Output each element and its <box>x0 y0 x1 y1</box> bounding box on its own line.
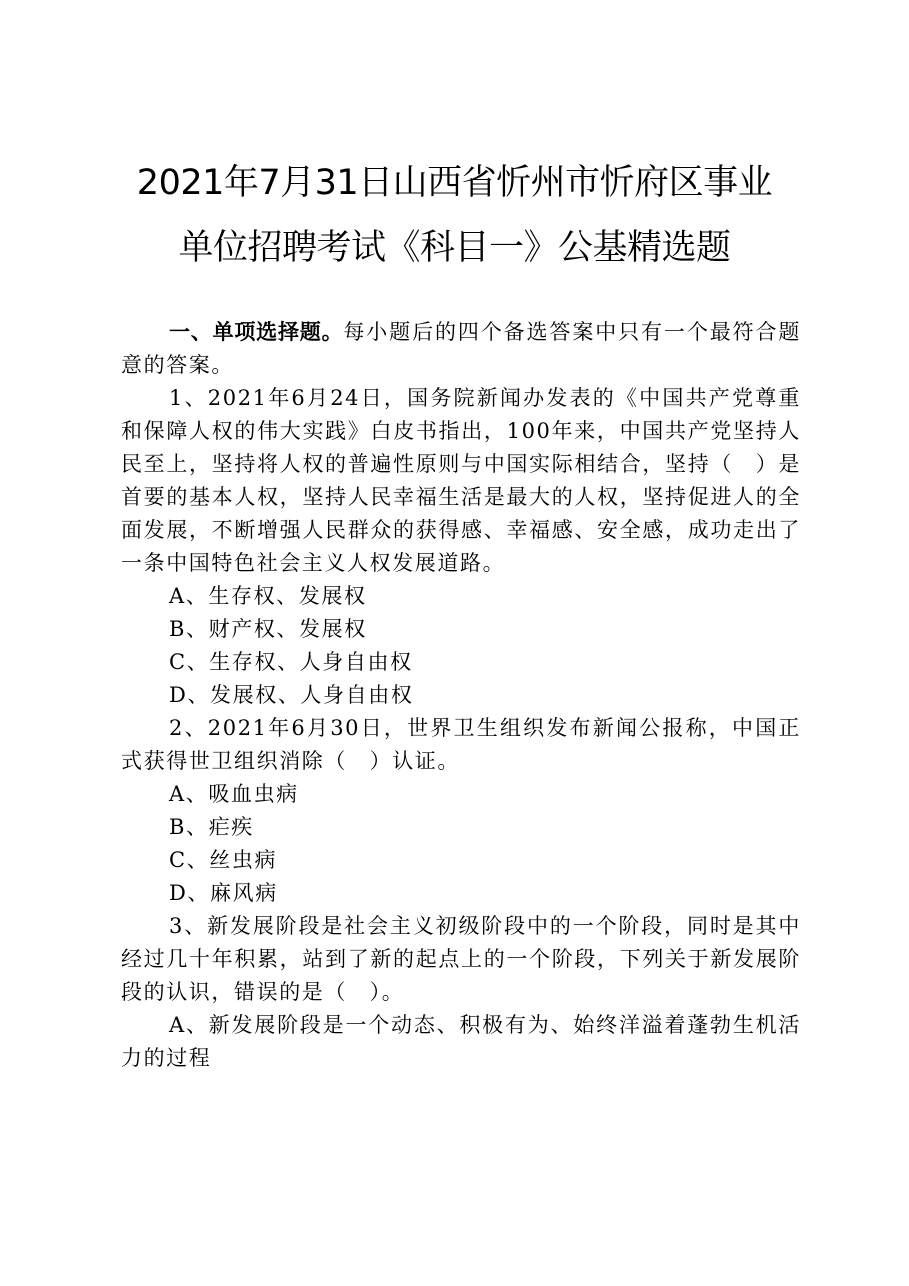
question-option: B、疟疾 <box>169 815 254 839</box>
question-option: D、发展权、人身自由权 <box>169 683 414 707</box>
question-stem: 3、新发展阶段是社会主义初级阶段中的一个阶段，同时是其中经过几十年积累，站到了新的起点上的一个阶段，下列关于新发展阶段的认识，错误的是（ ）。 <box>121 914 801 1004</box>
document-body <box>121 316 801 1075</box>
question-option: A、生存权、发展权 <box>169 584 367 608</box>
question-option: C、生存权、人身自由权 <box>169 650 413 674</box>
section-description: 每小题后的四个备选答案中只有一个最符合题意的答案。 <box>121 320 802 377</box>
document-title-line-2: 单位招聘考试《科目一》公基精选题 <box>178 228 731 268</box>
question-option: C、丝虫病 <box>169 848 278 872</box>
section-heading <box>121 316 801 382</box>
question-option: A、吸血虫病 <box>169 782 299 806</box>
section-label: 一、单项选择题。 <box>169 320 344 344</box>
question-stem: 1、2021年6月24日，国务院新闻办发表的《中国共产党尊重和保障人权的伟大实践》白皮书指出，100年来，中国共产党坚持人民至上，坚持将人权的普遍性原则与中国实际相结合，坚持（ ）是首要的基本人权，坚持人民幸福生活是最大的人权，坚持促进人的全面发展，不断增强人民群众的获得感、幸福感、安全感，成功走出了一条中国特色社会主义人权发展道路。 <box>121 386 801 575</box>
question-option: B、财产权、发展权 <box>169 617 367 641</box>
question-option: A、新发展阶段是一个动态、积极有为、始终洋溢着蓬勃生机活力的过程 <box>121 1013 801 1070</box>
question-option: D、麻风病 <box>169 881 278 905</box>
document-title-line-1: 2021年7月31日山西省忻州市忻府区事业 <box>136 163 773 203</box>
question-stem: 2、2021年6月30日，世界卫生组织发布新闻公报称，中国正式获得世卫组织消除（ ）认证。 <box>121 716 801 773</box>
